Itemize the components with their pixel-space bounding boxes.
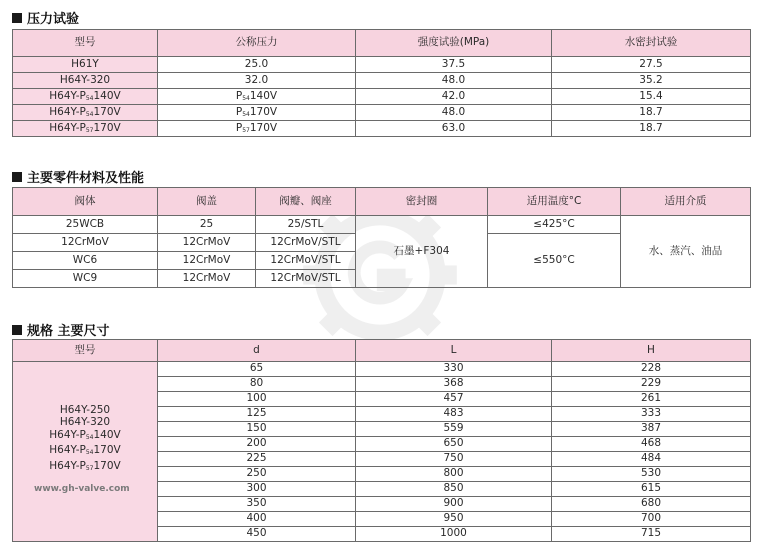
section-title-materials: [12, 167, 144, 186]
body-cell: WC9: [13, 270, 158, 288]
seal-cell: 35.2: [552, 73, 751, 89]
materials-header-row: [13, 188, 751, 216]
table-row: [13, 57, 751, 73]
d-cell: 225: [158, 452, 356, 467]
header-cell: 适用介质: [621, 188, 751, 216]
L-cell: 850: [356, 482, 552, 497]
header-cell: 密封圈: [356, 188, 488, 216]
dims-model-cell: [13, 362, 158, 542]
pn-prefix: P: [235, 121, 243, 134]
H-cell: 700: [552, 512, 751, 527]
model-suffix: 170V: [93, 105, 121, 118]
model-text: H64Y-250: [59, 403, 111, 416]
L-cell: 650: [356, 437, 552, 452]
header-cell: 阀体: [13, 188, 158, 216]
pn-cell: [158, 73, 356, 89]
disc-cell: 12CrMoV/STL: [256, 270, 356, 288]
d-cell: 400: [158, 512, 356, 527]
model-text: H64Y-P: [49, 459, 86, 472]
seal-ring-cell: 石墨+F304: [356, 216, 488, 288]
body-cell: 25WCB: [13, 216, 158, 234]
table-row: [13, 121, 751, 137]
pn-sub: 54: [242, 94, 250, 102]
header-cell: 阀瓣、阀座: [256, 188, 356, 216]
pn-sub: 54: [242, 110, 250, 118]
header-cell: H: [552, 340, 751, 362]
model-text: H64Y-P: [49, 121, 86, 134]
pn-prefix: P: [235, 105, 243, 118]
header-cell: 水密封试验: [552, 30, 751, 57]
header-cell: 型号: [13, 30, 158, 57]
pn-cell: [158, 89, 356, 105]
model-cell: [13, 73, 158, 89]
model-sub: 54: [85, 449, 94, 457]
pressure-table: [12, 29, 751, 137]
website-text: www.gh-valve.com: [34, 484, 130, 494]
pn-text: 140V: [249, 89, 278, 102]
pn-sub: 57: [242, 126, 250, 134]
model-text: H61Y: [71, 57, 99, 70]
model-suffix: 170V: [93, 459, 121, 472]
header-cell: 适用温度°C: [488, 188, 621, 216]
model-text: H64Y-P: [49, 428, 86, 441]
dims-table: [12, 339, 751, 542]
seal-cell: 18.7: [552, 105, 751, 121]
H-cell: 228: [552, 362, 751, 377]
model-sub: 57: [85, 464, 94, 472]
model-cell: [13, 121, 158, 137]
medium-cell: 水、蒸汽、油品: [621, 216, 751, 288]
L-cell: 330: [356, 362, 552, 377]
section-title-text: 规格 主要尺寸: [27, 324, 110, 339]
disc-cell: 12CrMoV/STL: [256, 252, 356, 270]
section-title-text: 主要零件材料及性能: [27, 171, 145, 186]
model-suffix: 170V: [93, 444, 121, 457]
H-cell: 468: [552, 437, 751, 452]
temp-cell: ≤550°C: [488, 234, 621, 288]
L-cell: 750: [356, 452, 552, 467]
pn-cell: [158, 57, 356, 73]
model-cell: [13, 57, 158, 73]
cover-cell: 12CrMoV: [158, 234, 256, 252]
H-cell: 333: [552, 407, 751, 422]
H-cell: 680: [552, 497, 751, 512]
header-cell: L: [356, 340, 552, 362]
pn-cell: [158, 105, 356, 121]
model-sub: 57: [85, 126, 94, 134]
d-cell: 450: [158, 527, 356, 542]
model-text: H64Y-P: [49, 444, 86, 457]
H-cell: 615: [552, 482, 751, 497]
pressure-header-row: [13, 30, 751, 57]
L-cell: 1000: [356, 527, 552, 542]
cover-cell: 25: [158, 216, 256, 234]
pn-text: 32.0: [244, 73, 269, 86]
H-cell: 387: [552, 422, 751, 437]
model-line: [13, 416, 157, 429]
seal-cell: 27.5: [552, 57, 751, 73]
model-text: H64Y-P: [49, 89, 86, 102]
disc-cell: 25/STL: [256, 216, 356, 234]
table-row: [13, 73, 751, 89]
strength-cell: 48.0: [356, 105, 552, 121]
H-cell: 229: [552, 377, 751, 392]
header-cell: d: [158, 340, 356, 362]
cover-cell: 12CrMoV: [158, 270, 256, 288]
table-row: [13, 362, 751, 377]
model-line: [13, 429, 157, 445]
model-text: H64Y-P: [49, 105, 86, 118]
d-cell: 350: [158, 497, 356, 512]
L-cell: 950: [356, 512, 552, 527]
model-line: [13, 404, 157, 417]
square-bullet-icon: [12, 172, 22, 182]
model-suffix: 170V: [93, 121, 121, 134]
pn-text: 25.0: [244, 57, 269, 70]
pn-text: 170V: [249, 105, 278, 118]
model-cell: [13, 89, 158, 105]
H-cell: 484: [552, 452, 751, 467]
square-bullet-icon: [12, 325, 22, 335]
body-cell: WC6: [13, 252, 158, 270]
L-cell: 457: [356, 392, 552, 407]
model-line: [13, 460, 157, 476]
d-cell: 125: [158, 407, 356, 422]
header-cell: 阀盖: [158, 188, 256, 216]
section-title-text: 压力试验: [27, 12, 80, 27]
section-title-pressure: [12, 8, 79, 27]
model-text: H64Y-320: [59, 73, 111, 86]
temp-cell: ≤425°C: [488, 216, 621, 234]
table-row: [13, 105, 751, 121]
H-cell: 715: [552, 527, 751, 542]
d-cell: 200: [158, 437, 356, 452]
L-cell: 559: [356, 422, 552, 437]
dims-header-row: [13, 340, 751, 362]
model-suffix: 140V: [93, 89, 121, 102]
model-sub: 54: [85, 94, 94, 102]
model-cell: [13, 105, 158, 121]
model-sub: 54: [85, 110, 94, 118]
d-cell: 80: [158, 377, 356, 392]
body-cell: 12CrMoV: [13, 234, 158, 252]
disc-cell: 12CrMoV/STL: [256, 234, 356, 252]
d-cell: 300: [158, 482, 356, 497]
seal-cell: 18.7: [552, 121, 751, 137]
section-title-dims: [12, 320, 110, 339]
L-cell: 800: [356, 467, 552, 482]
pn-cell: [158, 121, 356, 137]
model-text: H64Y-320: [59, 416, 111, 429]
d-cell: 100: [158, 392, 356, 407]
header-cell: 公称压力: [158, 30, 356, 57]
model-sub: 54: [85, 433, 94, 441]
pn-text: 170V: [249, 121, 278, 134]
square-bullet-icon: [12, 13, 22, 23]
table-row: [13, 89, 751, 105]
H-cell: 261: [552, 392, 751, 407]
d-cell: 65: [158, 362, 356, 377]
table-row: [13, 216, 751, 234]
pn-prefix: P: [235, 89, 243, 102]
header-cell: 强度试验(MPa): [356, 30, 552, 57]
H-cell: 530: [552, 467, 751, 482]
L-cell: 368: [356, 377, 552, 392]
model-suffix: 140V: [93, 428, 121, 441]
cover-cell: 12CrMoV: [158, 252, 256, 270]
L-cell: 900: [356, 497, 552, 512]
d-cell: 150: [158, 422, 356, 437]
L-cell: 483: [356, 407, 552, 422]
strength-cell: 48.0: [356, 73, 552, 89]
d-cell: 250: [158, 467, 356, 482]
model-line: [13, 444, 157, 460]
strength-cell: 63.0: [356, 121, 552, 137]
strength-cell: 42.0: [356, 89, 552, 105]
strength-cell: 37.5: [356, 57, 552, 73]
header-cell: 型号: [13, 340, 158, 362]
seal-cell: 15.4: [552, 89, 751, 105]
materials-table: [12, 187, 751, 288]
